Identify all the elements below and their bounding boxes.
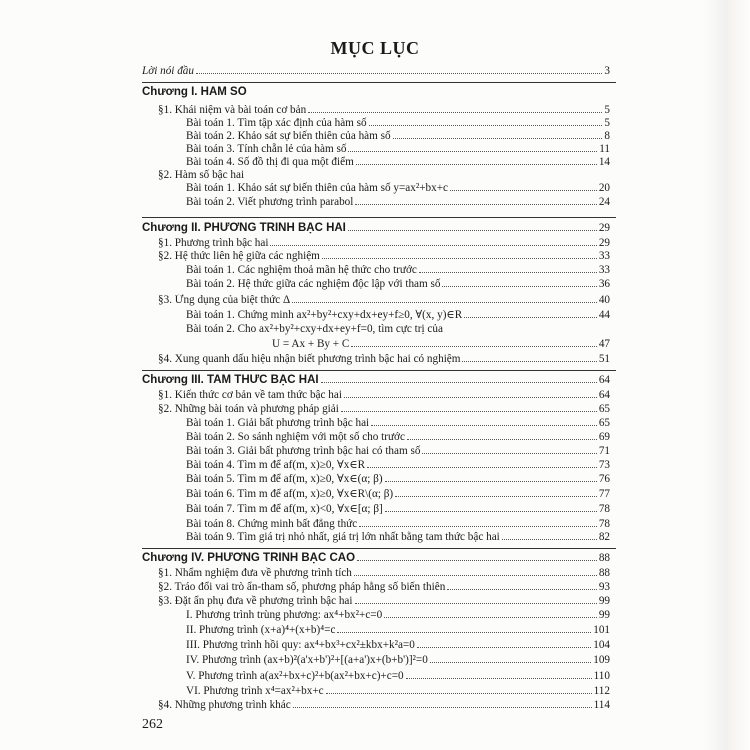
toc-entry[interactable]: Bài toán 3. Giải bất phương trình bậc hai có tham số 71: [186, 445, 610, 457]
page-number: 262: [142, 717, 163, 732]
chapter-title: Chương I. HÀM SỐ: [142, 86, 247, 98]
toc-entry[interactable]: §2. Những bài toán và phương pháp giải 65: [158, 403, 610, 415]
section-divider: [142, 82, 616, 83]
toc-entry[interactable]: Bài toán 2. Hệ thức giữa các nghiệm độc lập với tham số 36: [186, 278, 610, 290]
toc-chapter-3[interactable]: Chương III. TAM THỨC BẬC HAI 64: [142, 374, 610, 386]
toc-entry[interactable]: IV. Phương trình (ax+b)²(a'x+b')²+[(a+a')x+(b+b')]²=0 109: [186, 654, 610, 666]
toc-entry[interactable]: Bài toán 9. Tìm giá trị nhỏ nhất, giá trị lớn nhất bằng tam thức bậc hai 82: [186, 531, 610, 543]
toc-entry[interactable]: Bài toán 4. Số đồ thị đi qua một điểm 14: [186, 156, 610, 168]
toc-entry[interactable]: Bài toán 7. Tìm m để af(m, x)<0, ∀x∈[α; β] 78: [186, 503, 610, 515]
toc-entry[interactable]: §2. Hàm số bậc hai: [158, 169, 245, 181]
toc-entry[interactable]: III. Phương trình hồi quy: ax⁴+bx³+cx²±kbx+k²a=0 104: [186, 639, 610, 651]
toc-label: Lời nói đầu: [142, 65, 194, 77]
toc-entry[interactable]: §4. Xung quanh dấu hiệu nhận biết phương trình bậc hai có nghiệm 51: [158, 353, 610, 365]
toc-entry[interactable]: U = Ax + By + C 47: [272, 338, 610, 350]
toc-chapter-4[interactable]: Chương IV. PHƯƠNG TRÌNH BẬC CAO 88: [142, 552, 610, 564]
section-divider: [142, 548, 616, 549]
chapter-title: Chương IV. PHƯƠNG TRÌNH BẬC CAO: [142, 552, 356, 564]
toc-entry[interactable]: VI. Phương trình x⁴=ax²+bx+c 112: [186, 685, 610, 697]
toc-entry[interactable]: §3. Ứng dụng của biệt thức Δ 40: [158, 294, 610, 306]
toc-entry[interactable]: §1. Phương trình bậc hai 29: [158, 237, 610, 249]
toc-entry[interactable]: Bài toán 2. Khảo sát sự biến thiên của hàm số 8: [186, 130, 610, 142]
toc-entry[interactable]: I. Phương trình trùng phương: ax⁴+bx²+c=0 99: [186, 609, 610, 621]
toc-entry[interactable]: Bài toán 1. Các nghiệm thoả mãn hệ thức cho trước 33: [186, 264, 610, 276]
toc-entry[interactable]: §1. Kiến thức cơ bản về tam thức bậc hai 64: [158, 389, 610, 401]
toc-entry[interactable]: Bài toán 1. Chứng minh ax²+by²+cxy+dx+ey+f≥0, ∀(x, y)∈R 44: [186, 309, 610, 321]
chapter-title: Chương II. PHƯƠNG TRÌNH BẬC HAI: [142, 222, 346, 234]
toc-entry[interactable]: V. Phương trình a(ax²+bx+c)²+b(ax²+bx+c)+c=0 110: [186, 670, 610, 682]
toc-preface[interactable]: [142, 65, 610, 78]
chapter-title: Chương III. TAM THỨC BẬC HAI: [142, 374, 319, 386]
toc-chapter-1[interactable]: [142, 86, 610, 99]
toc-entry[interactable]: §2. Tráo đổi vai trò ẩn-tham số, phương pháp hằng số biến thiên 93: [158, 581, 610, 593]
toc-entry[interactable]: §1. Nhẩm nghiệm đưa về phương trình tích 88: [158, 567, 610, 579]
dot-leader: [196, 73, 602, 74]
section-divider: [142, 217, 616, 218]
toc-entry[interactable]: Bài toán 6. Tìm m để af(m, x)≥0, ∀x∈R\(α; β) 77: [186, 488, 610, 500]
toc-entry[interactable]: Bài toán 8. Chứng minh bất đẳng thức 78: [186, 518, 610, 530]
toc-entry[interactable]: Bài toán 4. Tìm m để af(m, x)≥0, ∀x∈R 73: [186, 459, 610, 471]
toc-entry[interactable]: Bài toán 2. So sánh nghiệm với một số cho trước 69: [186, 431, 610, 443]
toc-entry[interactable]: Bài toán 2. Viết phương trình parabol 24: [186, 196, 610, 208]
toc-entry[interactable]: Bài toán 3. Tính chẵn lẻ của hàm số 11: [186, 143, 610, 155]
toc-entry[interactable]: §3. Đặt ẩn phụ đưa về phương trình bậc hai 99: [158, 595, 610, 607]
toc-entry[interactable]: Bài toán 1. Khảo sát sự biến thiên của hàm số y=ax²+bx+c 20: [186, 182, 610, 194]
toc-entry[interactable]: §4. Những phương trình khác 114: [158, 699, 610, 711]
toc-entry[interactable]: §2. Hệ thức liên hệ giữa các nghiệm 33: [158, 250, 610, 262]
toc-entry[interactable]: II. Phương trình (x+a)⁴+(x+b)⁴=c 101: [186, 624, 610, 636]
toc-entry[interactable]: Bài toán 1. Giải bất phương trình bậc hai 65: [186, 417, 610, 429]
toc-entry[interactable]: Bài toán 5. Tìm m để af(m, x)≥0, ∀x∈(α; β) 76: [186, 473, 610, 485]
toc-page: 3: [604, 65, 610, 77]
page-edge: [728, 0, 750, 750]
page-title: MỤC LỤC: [330, 38, 420, 58]
toc-entry[interactable]: Bài toán 2. Cho ax²+by²+cxy+dx+ey+f=0, tìm cực trị của: [186, 323, 443, 335]
toc-entry[interactable]: Bài toán 1. Tìm tập xác định của hàm số 5: [186, 117, 610, 129]
section-divider: [142, 370, 616, 371]
page-gutter-shadow: [704, 0, 728, 750]
toc-chapter-2[interactable]: Chương II. PHƯƠNG TRÌNH BẬC HAI 29: [142, 222, 610, 234]
toc-entry[interactable]: §1. Khái niệm và bài toán cơ bản 5: [158, 104, 610, 116]
